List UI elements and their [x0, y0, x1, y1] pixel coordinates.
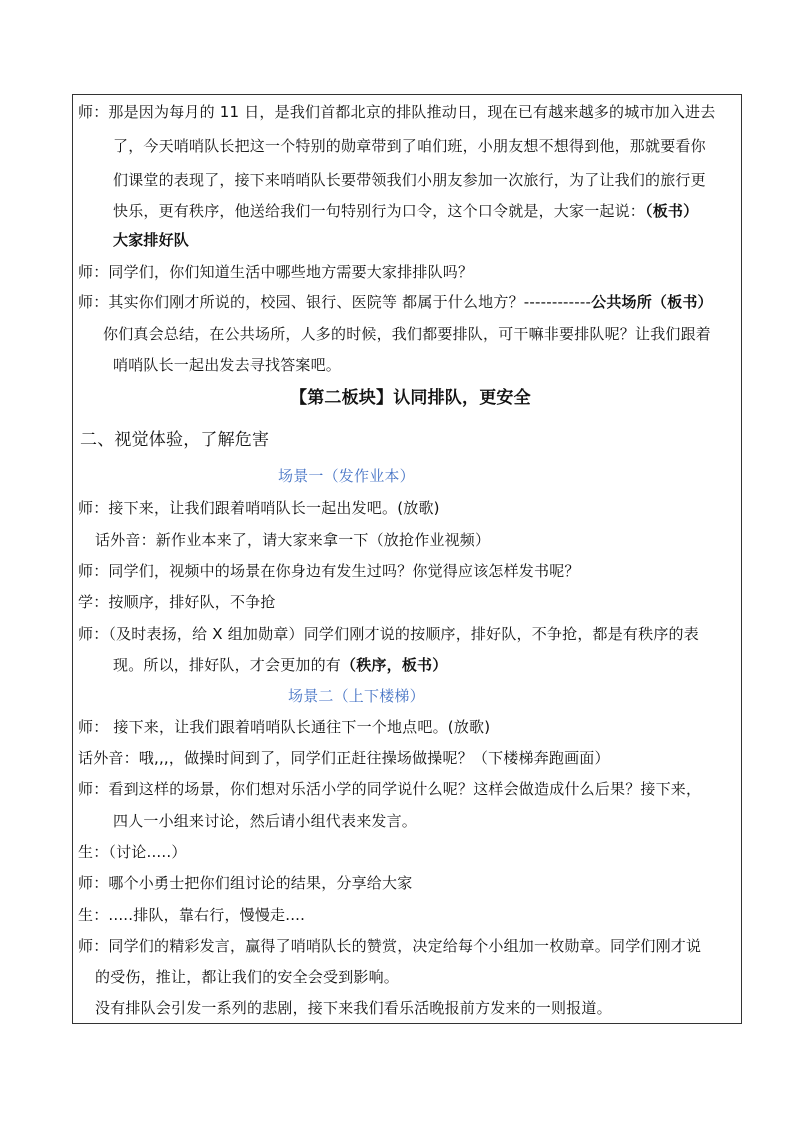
subsection-title: 二、视觉体验，了解危害	[80, 430, 270, 450]
text-line-29: 没有排队会引发一系列的悲剧，接下来我们看乐活晚报前方发来的一则报道。	[95, 999, 612, 1017]
text-line-6: 师：同学们，你们知道生活中哪些地方需要大家排排队吗？	[78, 263, 474, 281]
text-line-3: 们课堂的表现了，接下来哨哨队长要带领我们小朋友参加一次旅行，为了让我们的旅行更	[113, 171, 706, 189]
text-line-27: 师：同学们的精彩发言，赢得了哨哨队长的赞赏，决定给每个小组加一枚勋章。同学们刚才说	[78, 937, 702, 955]
text-line-9: 哨哨队长一起出发去寻找答案吧。	[113, 356, 342, 374]
text-line-17: 师：（及时表扬，给 X 组加勋章）同学们刚才说的按顺序，排好队，不争抢，都是有秩序的表	[78, 625, 699, 643]
board-note-1: （板书）	[645, 202, 699, 220]
text-line-4	[113, 201, 698, 221]
text-line-25: 师：哪个小勇士把你们组讨论的结果，分享给大家	[78, 874, 413, 892]
text-line-7	[78, 292, 713, 312]
text-line-15: 师：同学们，视频中的场景在你身边有发生过吗？你觉得应该怎样发书呢？	[78, 562, 580, 580]
text-line-16: 学：按顺序，排好队，不争抢	[78, 593, 276, 611]
text-line-18-main: 现。所以，排好队，才会更加的有	[113, 656, 342, 674]
text-line-26: 生：.....排队，靠右行，慢慢走....	[78, 906, 306, 924]
text-line-1: 师：那是因为每月的 11 日，是我们首都北京的排队推动日，现在已有越来越多的城市加入进去	[78, 103, 716, 121]
text-line-2: 了，今天哨哨队长把这一个特别的勋章带到了咱们班，小朋友想不想得到他，那就要看你	[113, 137, 706, 155]
text-line-28: 的受伤，推让，都让我们的安全会受到影响。	[95, 968, 400, 986]
text-line-24: 生：（讨论.....）	[78, 843, 187, 861]
board-note-order: （秩序，板书）	[341, 656, 448, 674]
board-note-public-places: 公共场所（板书）	[591, 293, 713, 311]
scene-two-title: 场景二（上下楼梯）	[288, 687, 425, 705]
text-line-8: 你们真会总结，在公共场所，人多的时候，我们都要排队，可干嘛非要排队呢？让我们跟着	[103, 325, 712, 343]
text-line-23: 四人一小组来讨论，然后请小组代表来发言。	[113, 812, 418, 830]
scene-one-title: 场景一（发作业本）	[278, 467, 415, 485]
text-line-18	[113, 655, 447, 675]
section-heading-2: 【第二板块】认同排队，更安全	[290, 388, 531, 408]
text-line-20: 师： 接下来，让我们跟着哨哨队长通往下一个地点吧。(放歌)	[78, 718, 491, 736]
board-phrase-line-up: 大家排好队	[113, 231, 190, 249]
text-line-22: 师：看到这样的场景，你们想对乐活小学的同学说什么呢？这样会做造成什么后果？接下来，	[78, 780, 702, 798]
text-line-13: 师：接下来，让我们跟着哨哨队长一起出发吧。(放歌)	[78, 499, 440, 517]
text-line-21: 话外音：哦,,,，做操时间到了，同学们正赶往操场做操呢？（下楼梯奔跑画面）	[78, 749, 610, 767]
text-line-14: 话外音：新作业本来了，请大家来拿一下（放抢作业视频）	[95, 531, 491, 549]
text-line-7-main: 师：其实你们刚才所说的，校园、银行、医院等 都属于什么地方？------------	[78, 293, 592, 311]
text-line-4-main: 快乐，更有秩序，他送给我们一句特别行为口令，这个口令就是，大家一起说：	[113, 202, 646, 220]
